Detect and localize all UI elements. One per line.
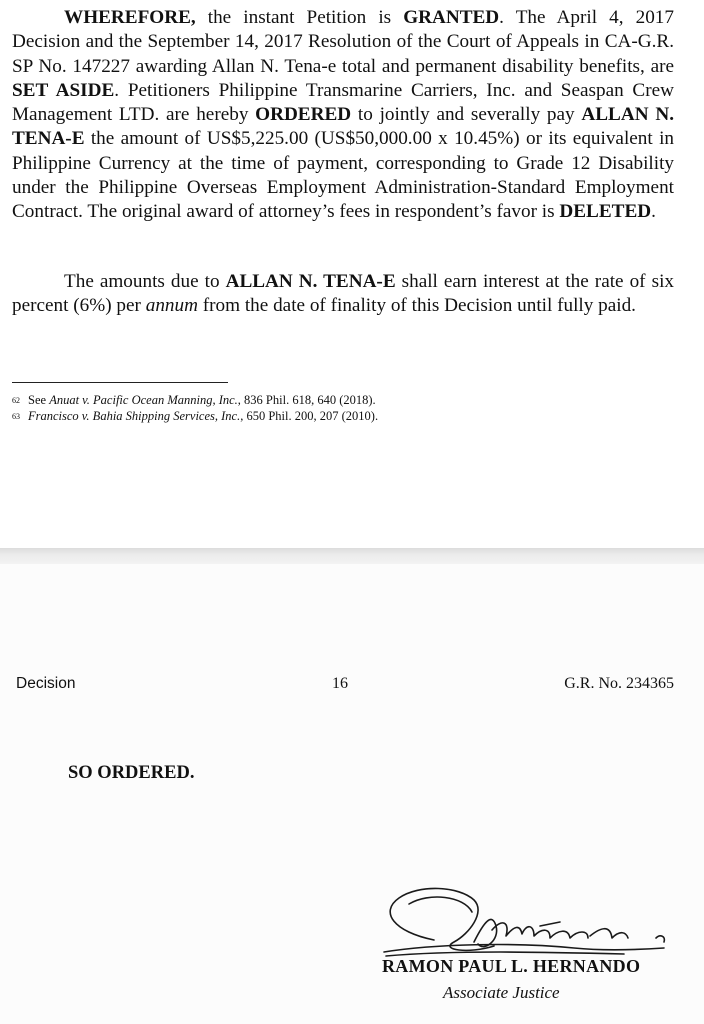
- footnote-divider: [12, 382, 228, 383]
- footnote-number: 62: [12, 396, 20, 405]
- page-separator: [0, 548, 704, 564]
- case-number: G.R. No. 234365: [564, 675, 674, 692]
- footnote-number: 63: [12, 412, 20, 421]
- footnote-62: $^{62}$ See Anuat v. Pacific Ocean Manning, Inc., 836 Phil. 618, 640 (2018).: [12, 393, 376, 407]
- footnote-63: $^{63}$ Francisco v. Bahia Shipping Services, Inc., 650 Phil. 200, 207 (2010).: [12, 409, 379, 423]
- signatory-title: Associate Justice: [443, 983, 560, 1002]
- case-citation: Anuat v. Pacific Ocean Manning, Inc.: [49, 393, 238, 407]
- dispositive-paragraph: WHEREFORE, the instant Petition is GRANTED. The April 4, 2017 Decision and the September 14, 2017 Resolution of the Court of Appeals in CA-G.R. SP No. 147227 awarding Allan N. Tena-e total and permanent disability benefits, are SET ASIDE. Petitioners Philippine Transmarine Carriers, Inc. and Seaspan Crew Management LTD. are hereby ORDERED to jointly and severally pay ALLAN N. TENA-E the amount of US$5,225.00 (US$50,000.00 x 10.45%) or its equivalent in Philippine Currency at the time of payment, corresponding to Grade 12 Disability under the Philippine Overseas Employment Administration-Standard Employment Contract. The original award of attorney’s fees in respondent’s favor is DELETED.: [12, 7, 674, 223]
- page-number: 16: [332, 675, 348, 692]
- case-citation: Francisco v. Bahia Shipping Services, Inc.: [28, 409, 241, 423]
- signatory-name: RAMON PAUL L. HERNANDO: [382, 956, 641, 976]
- interest-paragraph: The amounts due to ALLAN N. TENA-E shall earn interest at the rate of six percent (6%) per annum from the date of finality of this Decision until fully paid.: [12, 271, 674, 317]
- so-ordered: SO ORDERED.: [68, 763, 195, 783]
- running-header-title: Decision: [16, 675, 76, 692]
